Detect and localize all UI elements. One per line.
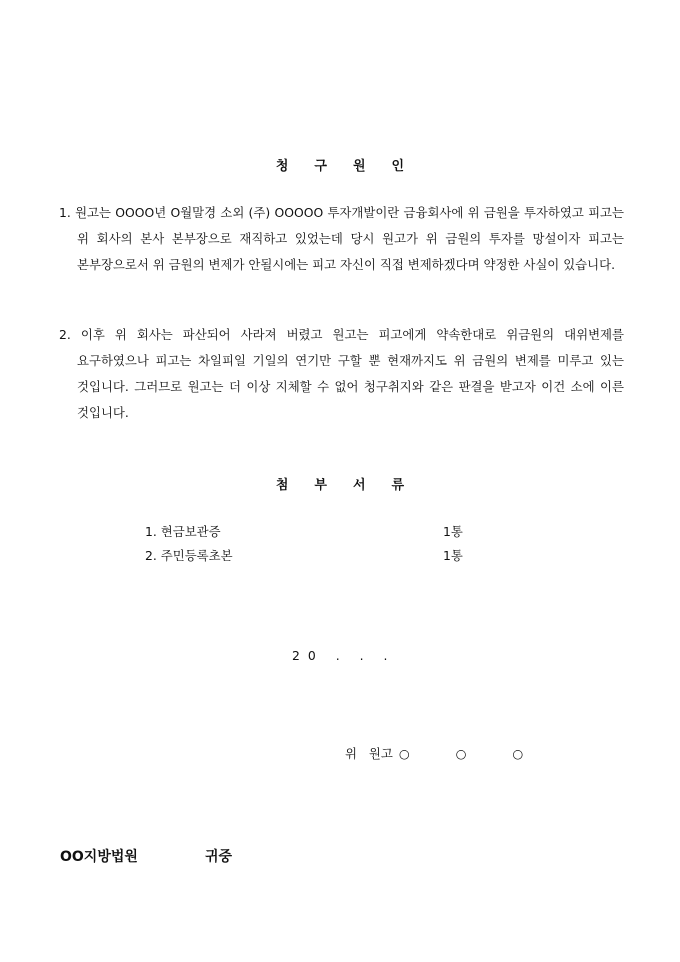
claim-paragraph-1: 1. 원고는 OOOO년 O월말경 소외 (주) OOOOO 투자개발이란 금융회사에 위 금원을 투자하였고 피고는 위 회사의 본사 본부장으로 재직하고 있었는데 당시 원고가 위 금원의 투자를 망설이자 피고는 본부장으로서 위 금원의 변제가 안될시에는 피고 자신이 직접 변제하겠다며 약정한 사실이 있습니다. bbox=[59, 205, 624, 272]
plaintiff-name-marks: ○ ○ ○ bbox=[398, 746, 541, 761]
attachment-item bbox=[145, 546, 475, 570]
attachment-quantity: 1통 bbox=[443, 548, 463, 563]
claim-heading: 청구원인 bbox=[275, 159, 431, 174]
claim-paragraph-2: 2. 이후 위 회사는 파산되어 사라져 버렸고 원고는 피고에게 약속한대로 위금원의 대위변제를 요구하였으나 피고는 차일피일 기일의 연기만 구할 뿐 현재까지도 위 금원의 변제를 미루고 있는 것입니다. 그러므로 원고는 더 이상 지체할 수 없어 청구취지와 같은 판결을 받고자 이건 소에 이른 것입니다. bbox=[59, 327, 624, 420]
attachments-list bbox=[145, 522, 475, 570]
attachment-name: 1. 현금보관증 bbox=[145, 524, 221, 539]
filing-date: 20 . . . bbox=[292, 648, 396, 663]
plaintiff-signature bbox=[345, 744, 540, 762]
court-name: OO지방법원 bbox=[60, 849, 138, 865]
attachment-name: 2. 주민등록초본 bbox=[145, 548, 233, 563]
attachment-quantity: 1통 bbox=[443, 524, 463, 539]
court-addressee-suffix: 귀중 bbox=[205, 849, 233, 865]
plaintiff-label: 위 원고 bbox=[345, 746, 393, 761]
attachment-item bbox=[145, 522, 475, 546]
attachments-heading: 첨부서류 bbox=[275, 478, 431, 493]
